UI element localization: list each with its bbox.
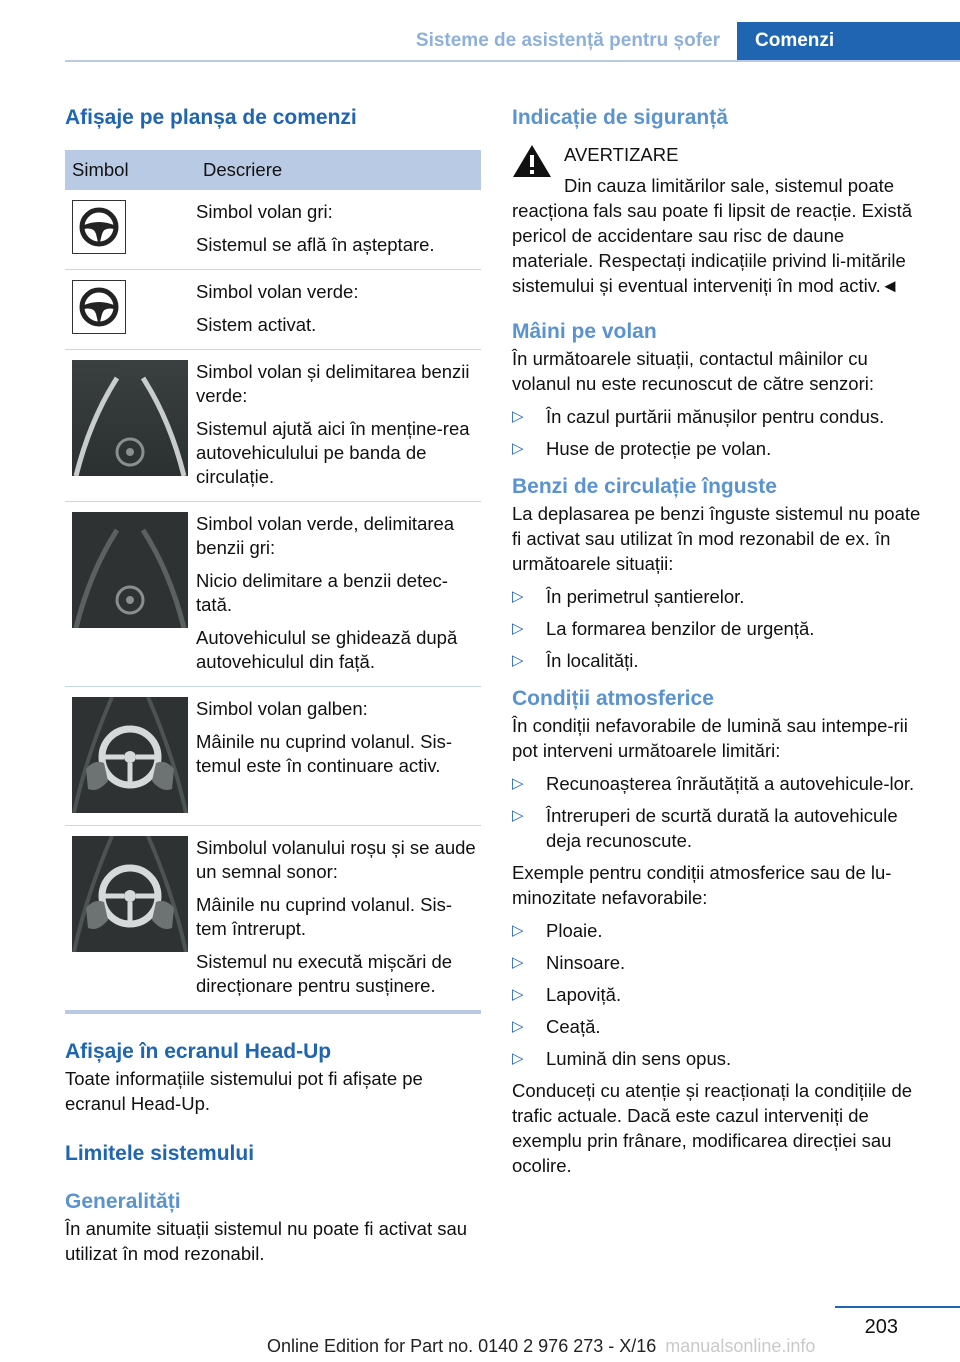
warning-first-line: Din cauza limitărilor sale, sistemul poate (564, 175, 895, 196)
para-narrow: La deplasarea pe benzi înguste sistemul nu poate fi activat sau utilizat în mod rezonabil de ex. în următoarele situații: (512, 503, 921, 574)
row-line: Sistemul ajută aici în menține-rea autovehiculului pe banda de circulație. (196, 418, 470, 487)
row-line: Simbol volan și delimitarea benzii verde: (196, 361, 470, 406)
row-line: Simbolul volanului roșu și se aude un semnal sonor: (196, 837, 476, 882)
steering-wheel-green-lane-grey-icon (72, 512, 188, 628)
row-line: Sistem activat. (196, 314, 317, 335)
warning-text: reacționa fals sau poate fi lipsit de reacție. Există pericol de accidentare sau risc de daune materiale. Respectați indicațiile privind li-mitările sistemului și eventual interveniți în mod activ.◄ (512, 200, 913, 296)
list-item: ▷ În localități. (512, 650, 639, 671)
para-final: Conduceți cu atenție și reacționați la condițiile de trafic actuale. Dacă este cazul interveniți de exemplu prin frânare, modificarea direcției sau ocolire. (512, 1080, 913, 1176)
header-rule (65, 60, 960, 62)
steering-wheel-red-hands-icon (72, 836, 188, 952)
heading-hands-on-wheel: Mâini pe volan (512, 320, 657, 343)
right-column (512, 100, 930, 1178)
list-item: ▷ Huse de protecție pe volan. (512, 438, 772, 459)
heading-safety-note: Indicație de siguranță (512, 106, 728, 129)
list-weather (512, 771, 930, 853)
bullet-triangle-icon: ▷ (512, 922, 524, 939)
row-line: Simbol volan verde: (196, 281, 359, 302)
list-item: ▷ La formarea benzilor de urgență. (512, 618, 815, 639)
row-line: Simbol volan verde, delimitarea benzii gri: (196, 513, 455, 558)
row-line: Autovehiculul se ghidează după autovehiculul din față. (196, 627, 458, 672)
symbol-table (65, 150, 481, 1014)
heading-narrow-lanes: Benzi de circulație înguste (512, 475, 777, 498)
bullet-triangle-icon: ▷ (512, 954, 524, 971)
heading-dashboard-displays: Afișaje pe planșa de comenzi (65, 106, 357, 129)
footer-edition-text: Online Edition for Part no. 0140 2 976 273 - X/16 (267, 1336, 657, 1356)
table-row (65, 502, 481, 687)
page-number-rule (835, 1306, 960, 1308)
warning-triangle-icon (512, 144, 552, 183)
table-row (65, 190, 481, 270)
bullet-triangle-icon: ▷ (512, 807, 524, 824)
row-line: Simbol volan gri: (196, 201, 333, 222)
para-examples: Exemple pentru condiții atmosferice sau de lu-minozitate nefavorabile: (512, 862, 892, 908)
para-weather: În condiții nefavorabile de lumină sau intempe-rii pot interveni următoarele limitări: (512, 715, 908, 761)
running-header-tab (737, 22, 960, 62)
list-item: ▷ Lumină din sens opus. (512, 1048, 732, 1069)
list-item: ▷ Lapoviță. (512, 984, 622, 1005)
bullet-triangle-icon: ▷ (512, 408, 524, 425)
para-headup: Toate informațiile sistemului pot fi afișate pe ecranul Head-Up. (65, 1068, 423, 1114)
table-row (65, 270, 481, 350)
list-item: ▷ Ploaie. (512, 920, 603, 941)
heading-system-limits: Limitele sistemului (65, 1142, 255, 1165)
steering-wheel-grey-icon (72, 200, 126, 254)
heading-general: Generalități (65, 1190, 181, 1213)
list-item: ▷ În cazul purtării mănușilor pentru condus. (512, 406, 885, 427)
list-examples (512, 918, 930, 1071)
warning-title: AVERTIZARE (564, 144, 679, 165)
left-column (65, 100, 481, 1266)
row-line: Mâinile nu cuprind volanul. Sis-tem întrerupt. (196, 894, 453, 939)
heading-headup-display: Afișaje în ecranul Head-Up (65, 1040, 332, 1063)
bullet-triangle-icon: ▷ (512, 775, 524, 792)
bullet-triangle-icon: ▷ (512, 986, 524, 1003)
col-header-symbol: Simbol (65, 150, 196, 190)
row-line: Sistemul se află în așteptare. (196, 234, 435, 255)
list-item: ▷ Întreruperi de scurtă durată la autovehicule deja recunoscute. (512, 805, 898, 851)
running-header-section: Sisteme de asistență pentru șofer (415, 30, 720, 51)
table-row (65, 826, 481, 1013)
bullet-triangle-icon: ▷ (512, 1050, 524, 1067)
para-general: În anumite situații sistemul nu poate fi activat sau utilizat în mod rezonabil. (65, 1218, 468, 1264)
row-line: Mâinile nu cuprind volanul. Sis-temul este în continuare activ. (196, 731, 453, 776)
list-item: ▷ Ninsoare. (512, 952, 626, 973)
col-header-description: Descriere (196, 150, 481, 190)
bullet-triangle-icon: ▷ (512, 588, 524, 605)
steering-wheel-green-icon (72, 280, 126, 334)
row-line: Sistemul nu execută mișcări de direcționare pentru susținere. (196, 951, 453, 996)
list-hands (512, 404, 930, 461)
bullet-triangle-icon: ▷ (512, 1018, 524, 1035)
table-row (65, 350, 481, 502)
warning-block (512, 142, 930, 198)
row-line: Simbol volan galben: (196, 698, 368, 719)
page-number: 203 (864, 1316, 898, 1338)
bullet-triangle-icon: ▷ (512, 652, 524, 669)
steering-wheel-lane-green-icon (72, 360, 188, 476)
list-item: ▷ În perimetrul șantierelor. (512, 586, 745, 607)
list-item: ▷ Ceață. (512, 1016, 601, 1037)
steering-wheel-yellow-hands-icon (72, 697, 188, 813)
footer-edition (267, 1336, 815, 1357)
heading-weather: Condiții atmosferice (512, 687, 714, 710)
bullet-triangle-icon: ▷ (512, 440, 524, 457)
para-hands: În următoarele situații, contactul mâinilor cu volanul nu este recunoscut de către senzori: (512, 348, 874, 394)
bullet-triangle-icon: ▷ (512, 620, 524, 637)
list-item: ▷ Recunoașterea înrăutățită a autovehicule-lor. (512, 773, 915, 794)
row-line: Nicio delimitare a benzii detec-tată. (196, 570, 448, 615)
running-header-tab-label: Comenzi (755, 30, 835, 51)
list-narrow (512, 584, 930, 673)
watermark: manualsonline.info (665, 1336, 816, 1356)
table-row (65, 687, 481, 826)
